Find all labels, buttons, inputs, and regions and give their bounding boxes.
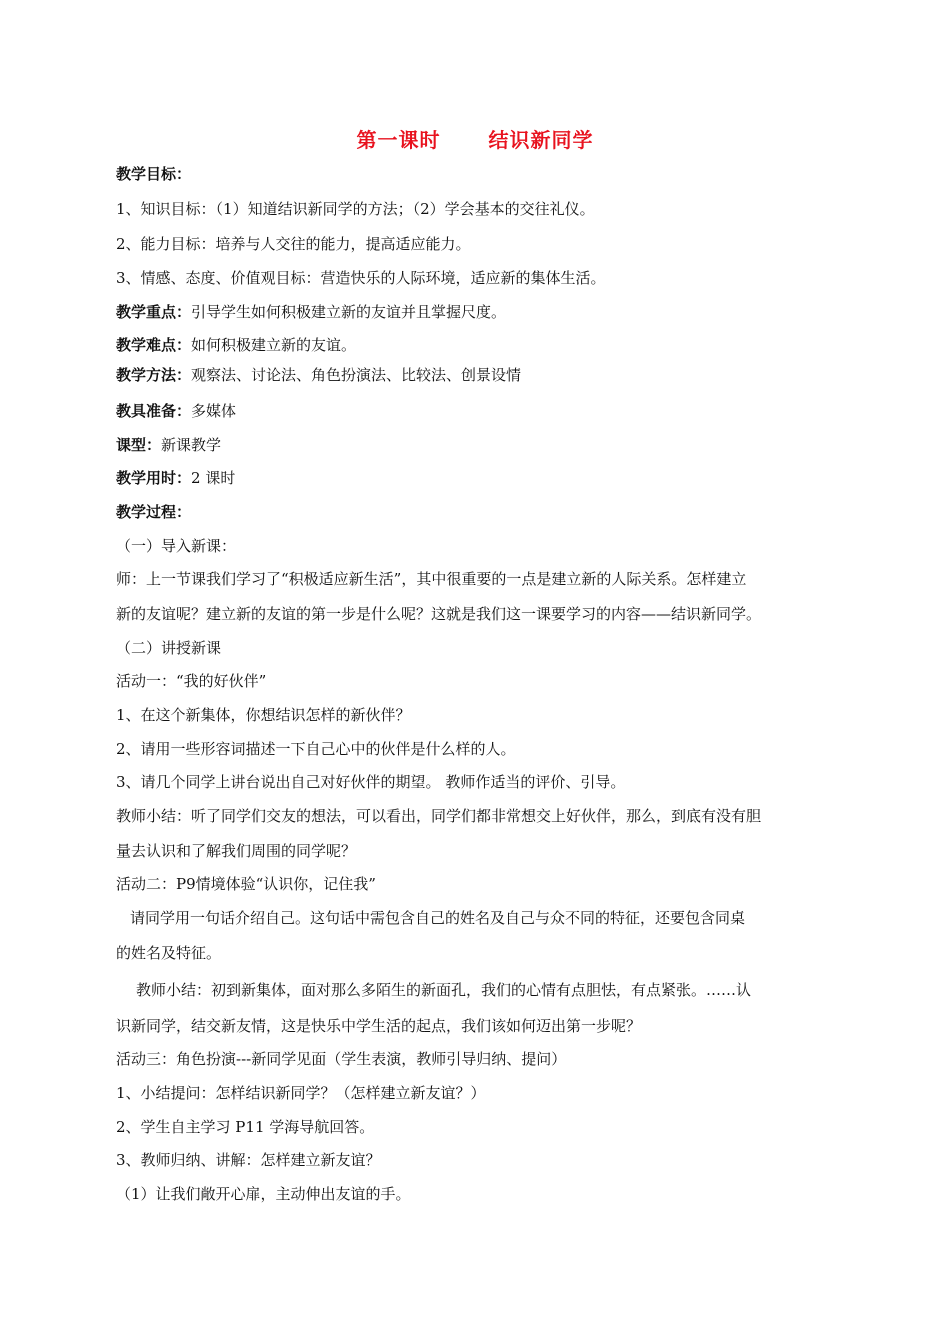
lesson-type-text: 新课教学 bbox=[161, 436, 222, 454]
materials-text: 多媒体 bbox=[191, 402, 237, 420]
materials-label: 教具准备： bbox=[116, 402, 192, 420]
difficulty-text: 如何积极建立新的友谊。 bbox=[191, 336, 357, 354]
activity1-item1: 1、在这个新集体，你想结识怎样的新伙伴？ bbox=[116, 706, 411, 724]
duration bbox=[116, 468, 840, 488]
duration-text: 2 课时 bbox=[191, 469, 236, 487]
activity3-item1: 1、小结提问：怎样结识新同学？（怎样建立新友谊？） bbox=[116, 1084, 486, 1102]
methods-label: 教学方法： bbox=[116, 366, 192, 384]
objective-knowledge: 1、知识目标：（1）知道结识新同学的方法；（2）学会基本的交往礼仪。 bbox=[116, 200, 595, 218]
activity3-sub1: （1）让我们敞开心扉，主动伸出友谊的手。 bbox=[116, 1185, 411, 1203]
intro-text-line2: 新的友谊呢？建立新的友谊的第一步是什么呢？这就是我们这一课要学习的内容——结识新同学。 bbox=[116, 605, 762, 623]
key-point-label: 教学重点： bbox=[116, 303, 192, 321]
objective-values: 3、情感、态度、价值观目标：营造快乐的人际环境，适应新的集体生活。 bbox=[116, 269, 606, 287]
teach-heading: （二）讲授新课 bbox=[116, 639, 222, 657]
activity2-summary-line1: 教师小结：初到新集体，面对那么多陌生的新面孔，我们的心情有点胆怯，有点紧张。……认 bbox=[136, 981, 752, 999]
difficulty bbox=[116, 335, 840, 355]
activity3-item2: 2、学生自主学习 P11 学海导航回答。 bbox=[116, 1118, 375, 1136]
methods-text: 观察法、讨论法、角色扮演法、比较法、创景设情 bbox=[191, 366, 522, 384]
process-heading: 教学过程： bbox=[116, 503, 192, 521]
objective-ability: 2、能力目标：培养与人交往的能力，提高适应能力。 bbox=[116, 235, 471, 253]
difficulty-label: 教学难点： bbox=[116, 336, 192, 354]
activity2-text-line1: 请同学用一句话介绍自己。这句话中需包含自己的姓名及自己与众不同的特征，还要包含同桌 bbox=[130, 909, 746, 927]
activity2-text-line2: 的姓名及特征。 bbox=[116, 944, 222, 962]
activity1-item3: 3、请几个同学上讲台说出自己对好伙伴的期望。 教师作适当的评价、引导。 bbox=[116, 773, 626, 791]
activity1-title: 活动一：“我的好伙伴” bbox=[116, 672, 267, 690]
activity3-item3: 3、教师归纳、讲解：怎样建立新友谊？ bbox=[116, 1151, 381, 1169]
title-lesson: 第一课时 bbox=[356, 128, 441, 152]
materials bbox=[116, 401, 840, 421]
activity2-title: 活动二：P9情境体验“认识你，记住我” bbox=[116, 875, 376, 893]
page-title bbox=[0, 124, 950, 153]
lesson-type-label: 课型： bbox=[116, 436, 162, 454]
intro-text-line1: 师：上一节课我们学习了“积极适应新生活”，其中很重要的一点是建立新的人际关系。怎样建立 bbox=[116, 570, 747, 588]
key-point bbox=[116, 302, 840, 322]
activity2-summary-line2: 识新同学，结交新友情，这是快乐中学生活的起点，我们该如何迈出第一步呢？ bbox=[116, 1017, 642, 1035]
activity1-item2: 2、请用一些形容词描述一下自己心中的伙伴是什么样的人。 bbox=[116, 740, 516, 758]
methods bbox=[116, 365, 840, 385]
activity1-summary-line1: 教师小结：听了同学们交友的想法，可以看出，同学们都非常想交上好伙伴，那么，到底有没有胆 bbox=[116, 807, 762, 825]
activity1-summary-line2: 量去认识和了解我们周围的同学呢？ bbox=[116, 842, 357, 860]
objectives-heading: 教学目标： bbox=[116, 165, 192, 183]
activity3-title: 活动三：角色扮演---新同学见面（学生表演，教师引导归纳、提问） bbox=[116, 1050, 567, 1068]
lesson-type bbox=[116, 435, 840, 455]
title-topic: 结识新同学 bbox=[488, 128, 594, 152]
intro-heading: （一）导入新课： bbox=[116, 537, 237, 555]
duration-label: 教学用时： bbox=[116, 469, 192, 487]
key-point-text: 引导学生如何积极建立新的友谊并且掌握尺度。 bbox=[191, 303, 507, 321]
